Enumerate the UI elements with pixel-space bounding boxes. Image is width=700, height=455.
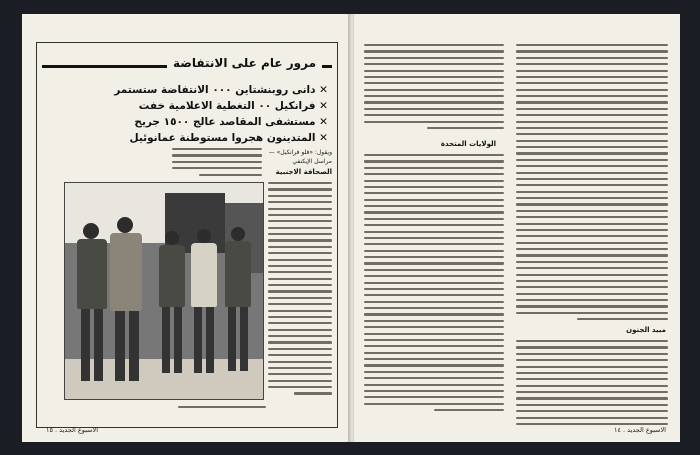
magazine-spread bbox=[22, 14, 680, 442]
body-column-left bbox=[364, 44, 504, 133]
page-folio-right: الاسبوع الجديد . ١٤ bbox=[613, 426, 666, 434]
headline-item: ✕ مستشفى المقاصد عالج ١٥٠٠ جريح bbox=[134, 116, 328, 128]
caption-source: الصحافة الاجنبية bbox=[275, 168, 332, 176]
left-page bbox=[22, 14, 350, 442]
body-column-bottom bbox=[46, 406, 266, 412]
section-title-bar bbox=[42, 56, 332, 78]
headline-item: ✕ فرانكيل ٠٠ التغطية الاعلامية خفت bbox=[138, 100, 328, 112]
body-column-left-lower bbox=[364, 154, 504, 415]
photo-caption bbox=[268, 148, 332, 176]
headline-list bbox=[46, 82, 328, 146]
body-column-right bbox=[268, 182, 332, 399]
page-folio-left: الاسبوع الجديد . ١٥ bbox=[46, 426, 99, 434]
body-column-right-lower bbox=[516, 340, 668, 429]
body-column-intro bbox=[172, 148, 262, 180]
soldiers-photo bbox=[64, 182, 264, 400]
caption-byline: ويقول: «فلو فرانكيل» — مراسل الإيكنفي bbox=[268, 149, 332, 165]
headline-item: ✕ المتدينون هجروا مستوطنة عمانوئيل bbox=[129, 132, 328, 144]
body-column-right bbox=[516, 44, 668, 325]
right-page bbox=[354, 14, 680, 442]
subhead-madness: مبيد الجنون bbox=[626, 326, 666, 334]
subhead-united-states: الولايات المتحدة bbox=[440, 140, 496, 148]
section-title: مرور عام على الانتفاضة bbox=[167, 56, 322, 70]
headline-item: ✕ دانى روبنشتاين ٠٠٠ الانتفاضة ستستمر bbox=[114, 84, 328, 96]
